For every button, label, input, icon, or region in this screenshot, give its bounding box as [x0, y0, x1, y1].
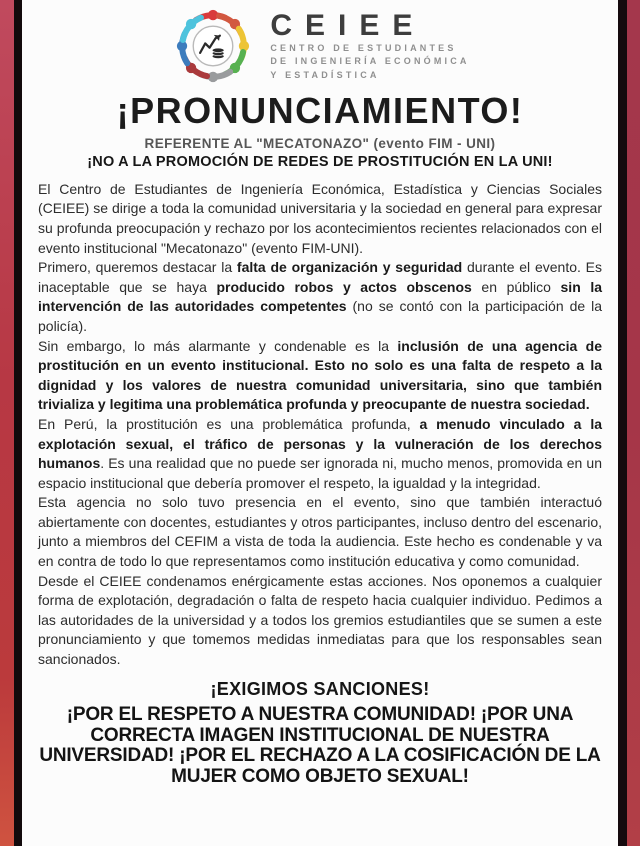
page-title: ¡PRONUNCIAMIENTO!: [116, 90, 524, 131]
left-border-line: [14, 0, 22, 846]
paragraph-6: Desde el CEIEE condenamos enérgicamente estas acciones. Nos oponemos a cualquier forma de explotación, degradación o falta de respeto hacia cualquier individuo. Pedimos a las autoridades de la universidad y a todos los gremios estudiantiles que se sumen a este pronunciamiento y que tomemos medidas inmediatas para que los responsables sean sancionados.: [38, 572, 602, 668]
left-red-strip: [0, 0, 14, 846]
logo-center-circle: [194, 26, 234, 66]
org-name-line-2: DE INGENIERÍA ECONÓMICA: [270, 56, 470, 66]
org-acronym: CEIEE: [270, 9, 426, 42]
statement-body: [38, 180, 602, 670]
logo-coins-icon: [212, 48, 224, 58]
document: [22, 0, 618, 846]
subtitle-event: REFERENTE AL "MECATONAZO" (evento FIM - UNI): [144, 135, 496, 151]
closing-slogans: ¡POR EL RESPETO A NUESTRA COMUNIDAD! ¡POR UNA CORRECTA IMAGEN INSTITUCIONAL DE NUESTRA UNIVERSIDAD! ¡POR EL RECHAZO A LA COSIFICACIÓN DE LA MUJER COMO OBJETO SEXUAL!: [39, 703, 601, 788]
org-name-block: [270, 10, 469, 82]
paragraph-1: El Centro de Estudiantes de Ingeniería Económica, Estadística y Ciencias Sociales (CEIEE) se dirige a toda la comunidad universitaria y la sociedad en general para expresar su profunda preocupación y rechazo por los acontecimientos recientes relacionados con el evento institucional "Mecatonazo" (evento FIM-UNI).: [38, 180, 602, 256]
org-name-line-1: CENTRO DE ESTUDIANTES: [270, 42, 457, 53]
demand-headline: ¡EXIGIMOS SANCIONES!: [210, 678, 430, 699]
ceiee-logo-icon: [170, 3, 256, 89]
org-name-line-3: Y ESTADÍSTICA: [270, 69, 380, 80]
paragraph-4: En Perú, la prostitución es una problemática profunda, a menudo vinculado a la explotación sexual, el tráfico de personas y la vulneración de los derechos humanos. Es una realidad que no puede ser ignorada ni, mucho menos, promovida en un espacio institucional que debería promover el respeto, la igualdad y la integridad.: [38, 415, 602, 491]
subtitle-slogan: ¡NO A LA PROMOCIÓN DE REDES DE PROSTITUCIÓN EN LA UNI!: [87, 153, 553, 170]
right-red-strip: [627, 0, 640, 846]
paragraph-2: Primero, queremos destacar la falta de organización y seguridad durante el evento. Es inaceptable que se haya producido robos y actos obscenos en público sin la intervención de las autoridades competentes (no se contó con la participación de la policía).: [38, 259, 603, 334]
logo-header: [30, 2, 610, 90]
right-border-line: [618, 0, 627, 846]
paragraph-3: Sin embargo, lo más alarmante y condenable es la inclusión de una agencia de prostitución en un evento institucional. Esto no solo es una falta de respeto a la dignidad y los valores de nuestra comunidad universitaria, sino que también trivializa y legitima una problemática profunda y preocupante de nuestra sociedad.: [38, 337, 602, 413]
paragraph-5: Esta agencia no solo tuvo presencia en el evento, sino que también interactuó abiertamente con docentes, estudiantes y otros participantes, incluso dentro del escenario, junto a miembros del CEFIM a vista de toda la audiencia. Este hecho es condenable y va en contra de todo lo que representamos como institución educativa y como comunidad.: [38, 494, 602, 570]
